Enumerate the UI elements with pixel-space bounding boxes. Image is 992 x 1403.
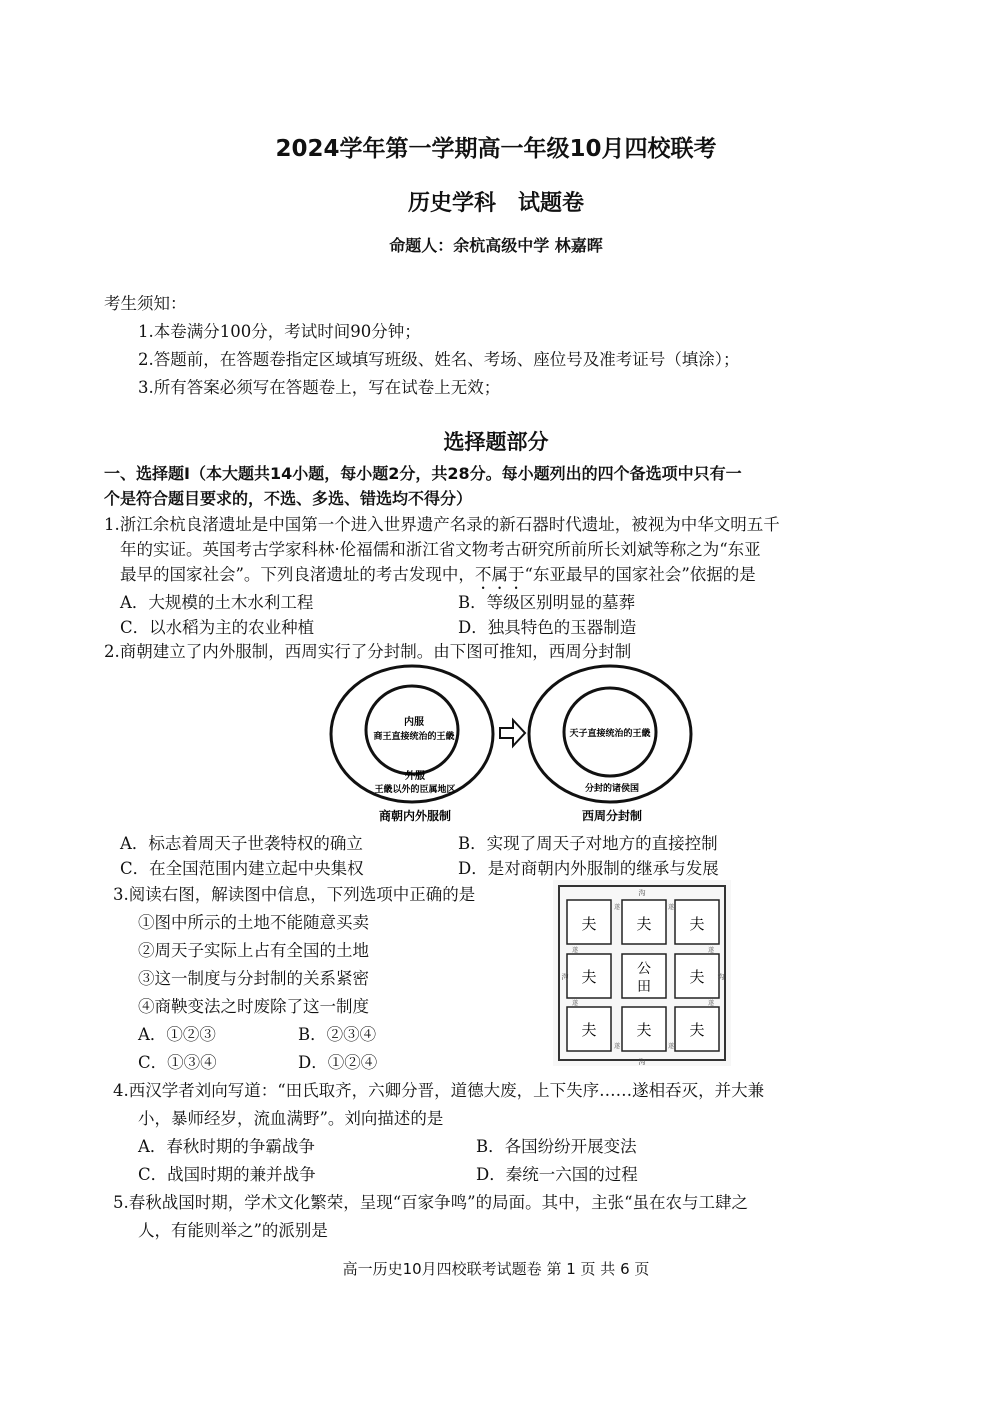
left-outer-title: 外服 xyxy=(405,771,425,782)
plot-private: 夫 xyxy=(636,915,652,933)
q1-option-c: C．以水稻为主的农业种植 xyxy=(120,618,315,637)
q5-stem: 5.春秋战国时期，学术文化繁荣，呈现“百家争鸣”的局面。其中，主张“虽在农与工肆之 xyxy=(113,1193,749,1212)
left-inner-title: 内服 xyxy=(404,717,424,728)
channel-label: 遂 xyxy=(613,1043,621,1050)
q3-option-c: C．①③④ xyxy=(138,1053,217,1072)
ditch-label: 沟 xyxy=(561,973,569,981)
q4-stem-cont: 小，暴师经岁，流血满野”。刘向描述的是 xyxy=(138,1109,444,1128)
ditch-label: 沟 xyxy=(638,889,646,897)
q4-option-d: D．秦统一六国的过程 xyxy=(476,1165,638,1184)
author-line: 命题人：余杭高级中学 林嘉晖 xyxy=(389,236,603,255)
q3-option-b: B．②③④ xyxy=(298,1025,377,1044)
section-instructions-cont: 个是符合题目要求的，不选、多选、错选均不得分） xyxy=(104,489,473,508)
ditch-label: 沟 xyxy=(638,1058,646,1066)
q1-option-a: A．大规模的土木水利工程 xyxy=(120,593,314,612)
q4-option-b: B．各国纷纷开展变法 xyxy=(476,1137,637,1156)
inner-ring-shang xyxy=(366,686,458,774)
emphasis-not: 不属于 xyxy=(474,565,525,584)
channel-label: 遂 xyxy=(667,904,675,911)
q4-option-c: C．战国时期的兼并战争 xyxy=(138,1165,316,1184)
notice-item: 3.所有答案必须写在答题卷上，写在试卷上无效； xyxy=(138,378,501,397)
q1-stem-cont: 年的实证。英国考古学家科林·伦福儒和浙江省文物考古研究所前所长刘斌等称之为“东亚 xyxy=(120,540,761,559)
q1-option-d: D．独具特色的玉器制造 xyxy=(458,618,637,637)
plot-private: 夫 xyxy=(689,968,705,986)
channel-label: 遂 xyxy=(571,1000,579,1007)
q3-statement-4: ④商鞅变法之时废除了这一制度 xyxy=(138,997,369,1016)
plot-public: 田 xyxy=(637,979,651,995)
notice-heading: 考生须知： xyxy=(104,294,187,313)
well-field-diagram xyxy=(553,880,731,1066)
q2-option-c: C．在全国范围内建立起中央集权 xyxy=(120,859,364,878)
q3-statement-1: ①图中所示的土地不能随意买卖 xyxy=(138,913,369,932)
q1-stem-cont: 最早的国家社会”。下列良渚遗址的考古发现中，不属于“东亚最早的国家社会”依据的是 xyxy=(120,565,756,584)
channel-label: 遂 xyxy=(667,1043,675,1050)
q4-option-a: A．春秋时期的争霸战争 xyxy=(138,1137,315,1156)
q4-stem: 4.西汉学者刘向写道：“田氏取齐，六卿分晋，道德大废，上下失序……遂相吞灭，并大兼 xyxy=(113,1081,765,1100)
q2-option-d: D．是对商朝内外服制的继承与发展 xyxy=(458,859,719,878)
q2-option-b: B．实现了周天子对地方的直接控制 xyxy=(458,834,718,853)
q1-stem: 1.浙江余杭良渚遗址是中国第一个进入世界遗产名录的新石器时代遗址，被视为中华文明五千 xyxy=(104,515,780,534)
plot-private: 夫 xyxy=(581,915,597,933)
right-inner-text: 天子直接统治的王畿 xyxy=(569,729,651,739)
left-outer-text: 王畿以外的臣属地区 xyxy=(374,785,456,795)
left-inner-text: 商王直接统治的王畿 xyxy=(373,732,455,742)
q3-statement-3: ③这一制度与分封制的关系紧密 xyxy=(138,969,369,988)
section-title: 选择题部分 xyxy=(443,430,549,454)
q3-option-d: D．①②④ xyxy=(298,1053,378,1072)
right-outer-text: 分封的诸侯国 xyxy=(584,784,640,794)
subject-title: 历史学科 试题卷 xyxy=(407,191,584,216)
channel-label: 遂 xyxy=(571,947,579,954)
plot-private: 夫 xyxy=(689,915,705,933)
plot-public: 公 xyxy=(637,961,651,977)
q2-diagram xyxy=(325,660,695,828)
notice-item: 2.答题前，在答题卷指定区域填写班级、姓名、考场、座位号及准考证号（填涂）； xyxy=(138,350,740,369)
page-footer: 高一历史10月四校联考试题卷 第 1 页 共 6 页 xyxy=(342,1260,650,1278)
notice-item: 1.本卷满分100分，考试时间90分钟； xyxy=(138,322,421,341)
arrow-right-icon xyxy=(500,720,525,746)
section-instructions: 一、选择题Ⅰ（本大题共14小题，每小题2分，共28分。每小题列出的四个备选项中只有一 xyxy=(104,464,742,483)
q1-option-b: B．等级区别明显的墓葬 xyxy=(458,593,636,612)
channel-label: 遂 xyxy=(613,904,621,911)
right-caption: 西周分封制 xyxy=(581,809,643,823)
plot-private: 夫 xyxy=(581,1021,597,1039)
q2-option-a: A．标志着周天子世袭特权的确立 xyxy=(120,834,363,853)
plot-private: 夫 xyxy=(689,1021,705,1039)
left-caption: 商朝内外服制 xyxy=(378,809,452,823)
q2-stem: 2.商朝建立了内外服制，西周实行了分封制。由下图可推知，西周分封制 xyxy=(104,642,632,661)
plot-private: 夫 xyxy=(581,968,597,986)
channel-label: 遂 xyxy=(707,1000,715,1007)
ditch-label: 沟 xyxy=(717,973,725,981)
q5-stem-cont: 人，有能则举之”的派别是 xyxy=(138,1221,328,1240)
q3-statement-2: ②周天子实际上占有全国的土地 xyxy=(138,941,369,960)
q3-stem: 3.阅读右图，解读图中信息，下列选项中正确的是 xyxy=(113,885,476,904)
exam-title: 2024学年第一学期高一年级10月四校联考 xyxy=(275,136,717,162)
q3-option-a: A．①②③ xyxy=(138,1025,216,1044)
plot-private: 夫 xyxy=(636,1021,652,1039)
channel-label: 遂 xyxy=(707,947,715,954)
